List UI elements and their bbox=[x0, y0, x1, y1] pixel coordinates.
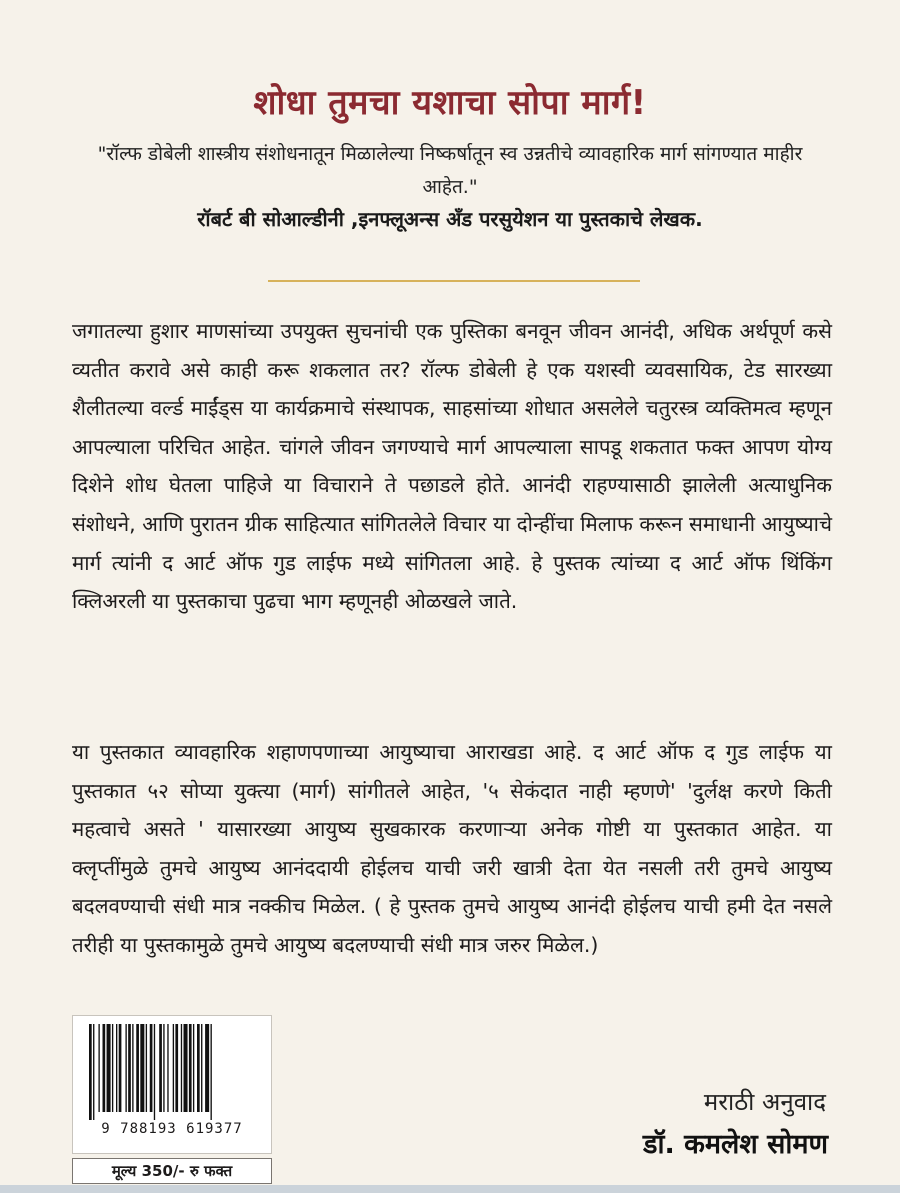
barcode bbox=[72, 1015, 272, 1154]
barcode-bar bbox=[132, 1024, 133, 1112]
barcode-bar bbox=[107, 1024, 111, 1112]
divider-rule bbox=[268, 280, 640, 282]
barcode-bar bbox=[136, 1024, 139, 1112]
barcode-bar bbox=[154, 1024, 155, 1120]
isbn-number: 9 788193 619377 bbox=[101, 1121, 243, 1137]
translator-name: डॉ. कमलेश सोमण bbox=[643, 1129, 828, 1160]
barcode-bar bbox=[89, 1024, 92, 1120]
barcode-bar bbox=[167, 1024, 168, 1112]
barcode-bar bbox=[201, 1024, 202, 1112]
barcode-bar bbox=[163, 1024, 164, 1112]
barcode-bar bbox=[93, 1024, 94, 1120]
barcode-bar bbox=[140, 1024, 144, 1112]
barcode-bar bbox=[173, 1024, 174, 1112]
endorsement-attribution: रॉबर्ट बी सोआल्डीनी ,इनफ्लूअन्स अँड परसुयेशन या पुस्तकाचे लेखक. bbox=[197, 207, 703, 231]
price-label: मूल्य 350/- रु फक्त bbox=[72, 1158, 272, 1184]
endorsement-quote: "रॉल्फ डोबेली शास्त्रीय संशोधनातून मिळालेल्या निष्कर्षातून स्व उन्नतीचे व्यावहारिक मार्ग सांगण्यात माहीर आहेत." bbox=[97, 143, 803, 198]
barcode-bar bbox=[197, 1024, 200, 1112]
cover-headline: शोधा तुमचा यशाचा सोपा मार्ग! bbox=[253, 83, 647, 123]
barcode-bars bbox=[87, 1024, 257, 1120]
barcode-bar bbox=[175, 1024, 178, 1112]
barcode-bar bbox=[128, 1024, 131, 1112]
blurb-paragraph-1: जगातल्या हुशार माणसांच्या उपयुक्त सुचनांची एक पुस्तिका बनवून जीवन आनंदी, अधिक अर्थपूर्ण कसे व्यतीत करावे असे काही करू शकलात तर? रॉल्फ डोबेली हे एक यशस्वी व्यवसायिक, टेड सारख्या शैलीतल्या वर्ल्ड माईंड्स या कार्यक्रमाचे संस्थापक, साहसांच्या शोधात असलेले चतुरस्त्र व्यक्तिमत्व म्हणून आपल्याला परिचित आहेत. चांगले जीवन जगण्याचे मार्ग आपल्याला सापडू शकतात फक्त आपण योग्य दिशेने शोध घेतला पाहिजे या विचाराने ते पछाडले होते. आनंदी राहण्यासाठी झालेली अत्याधुनिक संशोधने, आणि पुरातन ग्रीक साहित्यात सांगितलेले विचार या दोन्हींचा मिलाफ करून समाधानी आयुष्याचे मार्ग त्यांनी द आर्ट ऑफ गुड लाईफ मध्ये सांगितला आहे. हे पुस्तक त्यांच्या द आर्ट ऑफ थिंकिंग क्लिअरली या पुस्तकाचा पुढचा भाग म्हणूनही ओळखले जाते. bbox=[72, 319, 832, 614]
bottom-edge-strip bbox=[0, 1185, 900, 1193]
barcode-bar bbox=[193, 1024, 194, 1112]
blurb-paragraph-2: या पुस्तकात व्यावहारिक शहाणपणाच्या आयुष्याचा आराखडा आहे. द आर्ट ऑफ द गुड लाईफ या पुस्तकात ५२ सोप्या युक्त्या (मार्ग) सांगीतले आहेत, '५ सेकंदात नाही म्हणणे' 'दुर्लक्ष करणे किती महत्वाचे असते ' यासारख्या आयुष्य सुखकारक करणाऱ्या अनेक गोष्टी या पुस्तकात आहेत. या क्लृप्तींमुळे तुमचे आयुष्य आनंददायी होईलच याची जरी खात्री देता येत नसली तरी तुमचे आयुष्य बदलवण्याची संधी मात्र नक्कीच मिळेल. ( हे पुस्तक तुमचे आयुष्य आनंदी होईलच याची हमी देत नसले तरीही या पुस्तकामुळे तुमचे आयुष्य बदलण्याची संधी मात्र जरुर मिळेल.) bbox=[72, 740, 832, 957]
barcode-bar bbox=[103, 1024, 106, 1112]
barcode-bar bbox=[116, 1024, 117, 1112]
barcode-bar bbox=[119, 1024, 122, 1112]
barcode-bar bbox=[205, 1024, 209, 1112]
barcode-bar bbox=[112, 1024, 113, 1112]
barcode-bar bbox=[146, 1024, 147, 1112]
barcode-bar bbox=[211, 1024, 212, 1120]
barcode-bar bbox=[181, 1024, 182, 1112]
translation-label: मराठी अनुवाद bbox=[703, 1088, 826, 1116]
barcode-bar bbox=[98, 1024, 99, 1112]
barcode-bar bbox=[125, 1024, 126, 1112]
barcode-bar bbox=[184, 1024, 188, 1112]
barcode-bar bbox=[150, 1024, 153, 1112]
barcode-bar bbox=[159, 1024, 162, 1112]
barcode-bar bbox=[189, 1024, 192, 1112]
